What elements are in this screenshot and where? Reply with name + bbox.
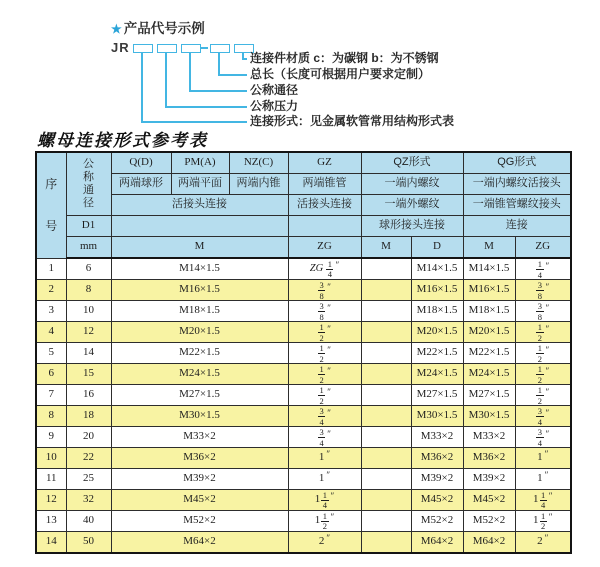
cell-qg-m: M30×1.5 bbox=[463, 406, 515, 427]
col-header-qg: QG形式 bbox=[463, 152, 571, 174]
cell-m: M14×1.5 bbox=[111, 258, 288, 280]
cell-qg-m: M39×2 bbox=[463, 469, 515, 490]
cell-qg-zg: 1 ″ bbox=[515, 469, 571, 490]
cell-seq: 7 bbox=[36, 385, 66, 406]
cell-zg: ZG $\frac{1}{4}$ ″ bbox=[288, 258, 361, 280]
code-label-diameter: 公称通径 bbox=[250, 83, 299, 97]
code-label-connection: 连接形式：见金属软管常用结构形式表 bbox=[250, 114, 455, 128]
nd-char: 径 bbox=[83, 197, 94, 209]
cell-seq: 3 bbox=[36, 301, 66, 322]
cell-qg-zg: 2 ″ bbox=[515, 532, 571, 554]
cell-mm: 6 bbox=[66, 258, 111, 280]
cell-qz-d: M64×2 bbox=[411, 532, 463, 554]
star-icon: ★ bbox=[111, 22, 122, 36]
table-row bbox=[36, 322, 571, 343]
cell-qg-zg: 1 ″ bbox=[515, 448, 571, 469]
table-body bbox=[36, 258, 571, 553]
cell-qz-m bbox=[361, 364, 411, 385]
cell-seq: 12 bbox=[36, 490, 66, 511]
table-row bbox=[36, 448, 571, 469]
cell-seq: 5 bbox=[36, 343, 66, 364]
code-label-pressure: 公称压力 bbox=[250, 99, 299, 113]
cell-qz-d: M22×1.5 bbox=[411, 343, 463, 364]
table-row bbox=[36, 343, 571, 364]
cell-qg-zg: $\frac{1}{2}$ ″ bbox=[515, 343, 571, 364]
cell-mm: 15 bbox=[66, 364, 111, 385]
cell-qz-m bbox=[361, 322, 411, 343]
mm-label: mm bbox=[66, 237, 111, 259]
nd-char: 通 bbox=[83, 184, 94, 196]
cell-qz-m bbox=[361, 258, 411, 280]
cell-seq: 1 bbox=[36, 258, 66, 280]
col-header-gz: GZ bbox=[288, 152, 361, 174]
cell-qg-zg: 1 $\frac{1}{2}$ ″ bbox=[515, 511, 571, 532]
cell-qg-zg: $\frac{3}{8}$ ″ bbox=[515, 301, 571, 322]
col-header-seq bbox=[36, 152, 66, 258]
cell-qz-d: M45×2 bbox=[411, 490, 463, 511]
desc-gz: 两端锥管 bbox=[288, 174, 361, 195]
cell-qz-d: M14×1.5 bbox=[411, 258, 463, 280]
cell-m: M36×2 bbox=[111, 448, 288, 469]
cell-qz-m bbox=[361, 301, 411, 322]
table-row bbox=[36, 427, 571, 448]
cell-m: M24×1.5 bbox=[111, 364, 288, 385]
cell-m: M20×1.5 bbox=[111, 322, 288, 343]
code-label-length: 总长（长度可根据用户要求定制） bbox=[250, 67, 431, 81]
cell-qg-m: M18×1.5 bbox=[463, 301, 515, 322]
desc-qg-1: 一端内螺纹活接头 bbox=[463, 174, 571, 195]
empty-cell bbox=[288, 216, 361, 237]
desc-qz-1: 一端内螺纹 bbox=[361, 174, 463, 195]
cell-qz-d: M20×1.5 bbox=[411, 322, 463, 343]
cell-qz-d: M33×2 bbox=[411, 427, 463, 448]
qz-m-label: M bbox=[361, 237, 411, 259]
cell-qg-m: M27×1.5 bbox=[463, 385, 515, 406]
connector-line bbox=[141, 52, 143, 121]
connector-line bbox=[189, 52, 191, 90]
table-row bbox=[36, 385, 571, 406]
cell-zg: $\frac{3}{4}$ ″ bbox=[288, 427, 361, 448]
header-row-5 bbox=[36, 237, 571, 259]
cell-seq: 2 bbox=[36, 280, 66, 301]
cell-qg-m: M24×1.5 bbox=[463, 364, 515, 385]
code-box-1 bbox=[133, 44, 153, 53]
zg-label: ZG bbox=[288, 237, 361, 259]
nd-char: 称 bbox=[83, 171, 94, 183]
cell-zg: 2 ″ bbox=[288, 532, 361, 554]
table-row bbox=[36, 364, 571, 385]
desc-q: 两端球形 bbox=[111, 174, 171, 195]
col-header-pm: PM(A) bbox=[171, 152, 229, 174]
cell-qg-m: M64×2 bbox=[463, 532, 515, 554]
diagram-title-text: 产品代号示例 bbox=[123, 21, 205, 36]
cell-m: M27×1.5 bbox=[111, 385, 288, 406]
col-header-qz: QZ形式 bbox=[361, 152, 463, 174]
desc-qg-2: 一端锥管螺纹接头 bbox=[463, 195, 571, 216]
cell-mm: 25 bbox=[66, 469, 111, 490]
cell-qg-zg: $\frac{3}{4}$ ″ bbox=[515, 427, 571, 448]
cell-mm: 12 bbox=[66, 322, 111, 343]
cell-zg: 1 $\frac{1}{4}$ ″ bbox=[288, 490, 361, 511]
cell-qg-m: M33×2 bbox=[463, 427, 515, 448]
cell-qg-zg: $\frac{1}{2}$ ″ bbox=[515, 364, 571, 385]
cell-zg: $\frac{1}{2}$ ″ bbox=[288, 385, 361, 406]
desc-qz-2: 一端外螺纹 bbox=[361, 195, 463, 216]
header-row-1 bbox=[36, 152, 571, 174]
table-row bbox=[36, 258, 571, 280]
cell-qg-zg: $\frac{1}{4}$ ″ bbox=[515, 258, 571, 280]
table-row bbox=[36, 469, 571, 490]
cell-mm: 40 bbox=[66, 511, 111, 532]
col-header-nominal-diameter bbox=[66, 152, 111, 216]
seq-char: 序 bbox=[45, 177, 58, 192]
col-header-nz: NZ(C) bbox=[229, 152, 288, 174]
qz-connection-label: 球形接头连接 bbox=[361, 216, 463, 237]
connector-line bbox=[242, 58, 247, 60]
cell-qz-d: M52×2 bbox=[411, 511, 463, 532]
cell-m: M30×1.5 bbox=[111, 406, 288, 427]
qg-zg-label: ZG bbox=[515, 237, 571, 259]
cell-qz-d: M18×1.5 bbox=[411, 301, 463, 322]
cell-mm: 18 bbox=[66, 406, 111, 427]
desc-nz: 两端内锥 bbox=[229, 174, 288, 195]
cell-qg-m: M16×1.5 bbox=[463, 280, 515, 301]
table-row bbox=[36, 301, 571, 322]
desc-pm: 两端平面 bbox=[171, 174, 229, 195]
table-row bbox=[36, 511, 571, 532]
cell-qg-m: M22×1.5 bbox=[463, 343, 515, 364]
code-box-2 bbox=[157, 44, 177, 53]
cell-qg-m: M14×1.5 bbox=[463, 258, 515, 280]
cell-qg-m: M45×2 bbox=[463, 490, 515, 511]
cell-qg-m: M52×2 bbox=[463, 511, 515, 532]
cell-qz-m bbox=[361, 532, 411, 554]
cell-seq: 14 bbox=[36, 532, 66, 554]
empty-cell bbox=[111, 216, 288, 237]
cell-qz-d: M36×2 bbox=[411, 448, 463, 469]
cell-seq: 6 bbox=[36, 364, 66, 385]
cell-mm: 32 bbox=[66, 490, 111, 511]
code-prefix: JR bbox=[111, 40, 130, 55]
cell-qg-zg: $\frac{1}{2}$ ″ bbox=[515, 385, 571, 406]
connector-line bbox=[218, 52, 220, 74]
cell-seq: 10 bbox=[36, 448, 66, 469]
cell-seq: 13 bbox=[36, 511, 66, 532]
cell-zg: $\frac{3}{8}$ ″ bbox=[288, 280, 361, 301]
qg-m-label: M bbox=[463, 237, 515, 259]
diagram-title bbox=[111, 17, 205, 37]
cell-mm: 50 bbox=[66, 532, 111, 554]
cell-qz-m bbox=[361, 406, 411, 427]
seq-char: 号 bbox=[45, 219, 58, 234]
code-box-3 bbox=[181, 44, 201, 53]
cell-qz-d: M30×1.5 bbox=[411, 406, 463, 427]
cell-seq: 4 bbox=[36, 322, 66, 343]
code-box-4 bbox=[210, 44, 230, 53]
qz-d-label: D bbox=[411, 237, 463, 259]
cell-zg: 1 ″ bbox=[288, 448, 361, 469]
code-separator-dash bbox=[201, 47, 208, 49]
table-title: 螺母连接形式参考表 bbox=[37, 131, 208, 151]
cell-zg: $\frac{3}{8}$ ″ bbox=[288, 301, 361, 322]
header-row-2 bbox=[36, 174, 571, 195]
cell-qg-m: M36×2 bbox=[463, 448, 515, 469]
cell-seq: 9 bbox=[36, 427, 66, 448]
connector-line bbox=[141, 121, 247, 123]
cell-seq: 8 bbox=[36, 406, 66, 427]
cell-qg-m: M20×1.5 bbox=[463, 322, 515, 343]
cell-qz-m bbox=[361, 280, 411, 301]
cell-zg: $\frac{1}{2}$ ″ bbox=[288, 343, 361, 364]
cell-zg: 1 ″ bbox=[288, 469, 361, 490]
cell-m: M45×2 bbox=[111, 490, 288, 511]
cell-qg-zg: $\frac{1}{2}$ ″ bbox=[515, 322, 571, 343]
table-row bbox=[36, 280, 571, 301]
nd-char: 公 bbox=[83, 158, 94, 170]
cell-mm: 22 bbox=[66, 448, 111, 469]
union-connection-label: 活接头连接 bbox=[111, 195, 288, 216]
cell-zg: $\frac{1}{2}$ ″ bbox=[288, 364, 361, 385]
cell-mm: 14 bbox=[66, 343, 111, 364]
cell-mm: 20 bbox=[66, 427, 111, 448]
code-label-material: 连接件材质 c：为碳钢 b：为不锈钢 bbox=[250, 51, 439, 65]
cell-m: M33×2 bbox=[111, 427, 288, 448]
cell-zg: $\frac{1}{2}$ ″ bbox=[288, 322, 361, 343]
cell-m: M39×2 bbox=[111, 469, 288, 490]
cell-m: M64×2 bbox=[111, 532, 288, 554]
table-row bbox=[36, 406, 571, 427]
header-row-3 bbox=[36, 195, 571, 216]
cell-qz-m bbox=[361, 427, 411, 448]
connector-line bbox=[218, 74, 247, 76]
cell-seq: 11 bbox=[36, 469, 66, 490]
cell-qz-d: M16×1.5 bbox=[411, 280, 463, 301]
cell-qz-m bbox=[361, 490, 411, 511]
header-row-4 bbox=[36, 216, 571, 237]
cell-m: M22×1.5 bbox=[111, 343, 288, 364]
connector-line bbox=[165, 52, 167, 106]
cell-m: M18×1.5 bbox=[111, 301, 288, 322]
cell-qz-m bbox=[361, 385, 411, 406]
connector-line bbox=[189, 90, 247, 92]
cell-qz-d: M39×2 bbox=[411, 469, 463, 490]
col-header-q: Q(D) bbox=[111, 152, 171, 174]
table-row bbox=[36, 532, 571, 554]
qg-connection-label: 连接 bbox=[463, 216, 571, 237]
cell-m: M16×1.5 bbox=[111, 280, 288, 301]
cell-m: M52×2 bbox=[111, 511, 288, 532]
connector-line bbox=[165, 106, 247, 108]
cell-mm: 16 bbox=[66, 385, 111, 406]
cell-qz-m bbox=[361, 448, 411, 469]
cell-qz-m bbox=[361, 343, 411, 364]
cell-zg: $\frac{3}{4}$ ″ bbox=[288, 406, 361, 427]
cell-qg-zg: $\frac{3}{4}$ ″ bbox=[515, 406, 571, 427]
cell-qz-m bbox=[361, 511, 411, 532]
cell-qz-m bbox=[361, 469, 411, 490]
cell-qz-d: M27×1.5 bbox=[411, 385, 463, 406]
cell-mm: 10 bbox=[66, 301, 111, 322]
m-label: M bbox=[111, 237, 288, 259]
d1-label: D1 bbox=[66, 216, 111, 237]
table-row bbox=[36, 490, 571, 511]
cell-qz-d: M24×1.5 bbox=[411, 364, 463, 385]
gz-connection-label: 活接头连接 bbox=[288, 195, 361, 216]
nut-connection-reference-table bbox=[35, 151, 572, 554]
cell-qg-zg: $\frac{3}{8}$ ″ bbox=[515, 280, 571, 301]
cell-qg-zg: 1 $\frac{1}{4}$ ″ bbox=[515, 490, 571, 511]
cell-zg: 1 $\frac{1}{2}$ ″ bbox=[288, 511, 361, 532]
cell-mm: 8 bbox=[66, 280, 111, 301]
